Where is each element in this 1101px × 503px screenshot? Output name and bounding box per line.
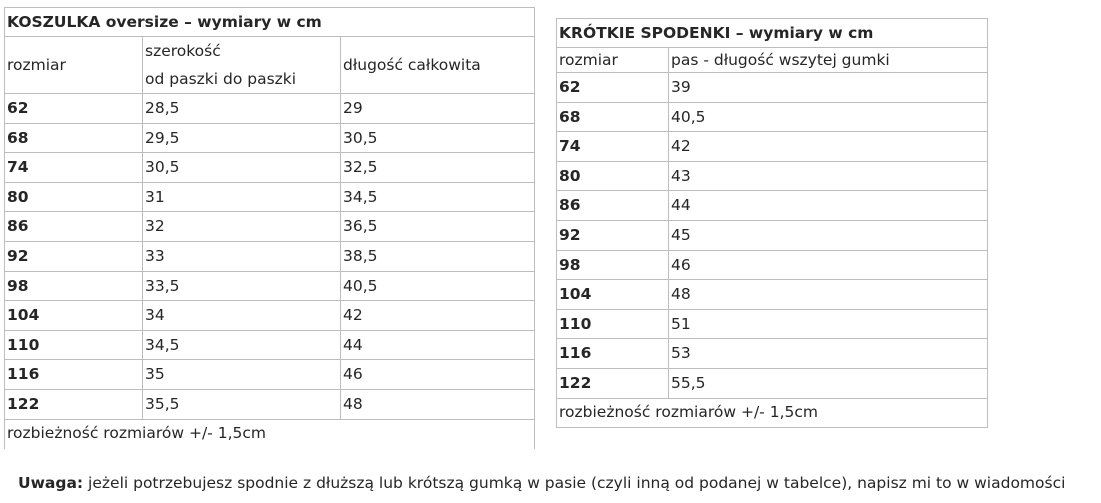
shirt-size-cell: 104 — [5, 301, 143, 331]
shorts-header-size: rozmiar — [557, 48, 669, 73]
shorts-tolerance-note: rozbieżność rozmiarów +/- 1,5cm — [557, 398, 988, 427]
shirt-value-cell: 34 — [143, 301, 341, 331]
shorts-note-row — [557, 398, 988, 427]
shorts-value-cell: 42 — [669, 132, 988, 162]
shirt-tolerance-note: rozbieżność rozmiarów +/- 1,5cm — [5, 419, 535, 448]
shirt-size-cell: 110 — [5, 330, 143, 360]
shorts-value-cell: 51 — [669, 309, 988, 339]
shorts-size-cell: 104 — [557, 280, 669, 310]
shirt-table-row — [5, 330, 535, 360]
shorts-size-cell: 80 — [557, 161, 669, 191]
shirt-table-row — [5, 389, 535, 419]
shirt-value-cell: 33 — [143, 241, 341, 271]
shorts-table-row — [557, 220, 988, 250]
shorts-size-cell: 122 — [557, 368, 669, 398]
shorts-size-table — [556, 18, 988, 428]
shorts-table-row — [557, 309, 988, 339]
shirt-size-cell: 98 — [5, 271, 143, 301]
shirt-table-title: KOSZULKA oversize – wymiary w cm — [5, 8, 535, 37]
shorts-table-row — [557, 339, 988, 369]
shirt-value-cell: 30,5 — [341, 123, 535, 153]
shirt-value-cell: 48 — [341, 389, 535, 419]
footer-note-label: Uwaga: — [18, 474, 84, 492]
shirt-size-cell: 92 — [5, 241, 143, 271]
shorts-table-row — [557, 161, 988, 191]
footer-note-text: jeżeli potrzebujesz spodnie z dłuższą lub krótszą gumką w pasie (czyli inną od podanej w tabelce), napisz mi to w wiadomości — [83, 474, 1066, 492]
shirt-note-row — [5, 419, 535, 448]
shorts-value-cell: 53 — [669, 339, 988, 369]
shorts-size-cell: 62 — [557, 73, 669, 103]
shirt-value-cell: 42 — [341, 301, 535, 331]
shorts-value-cell: 43 — [669, 161, 988, 191]
shirt-value-cell: 32 — [143, 212, 341, 242]
shorts-value-cell: 55,5 — [669, 368, 988, 398]
shorts-size-cell: 74 — [557, 132, 669, 162]
shorts-table-row — [557, 191, 988, 221]
shorts-value-cell: 39 — [669, 73, 988, 103]
shirt-table-row — [5, 301, 535, 331]
shorts-value-cell: 45 — [669, 220, 988, 250]
shorts-size-cell: 92 — [557, 220, 669, 250]
shorts-size-cell: 110 — [557, 309, 669, 339]
shirt-value-cell: 36,5 — [341, 212, 535, 242]
footer-note — [18, 474, 1065, 492]
shirt-value-cell: 34,5 — [341, 182, 535, 212]
shirt-size-cell: 80 — [5, 182, 143, 212]
shirt-size-cell: 68 — [5, 123, 143, 153]
shorts-table-row — [557, 250, 988, 280]
shorts-size-cell: 86 — [557, 191, 669, 221]
shorts-table-row — [557, 102, 988, 132]
shirt-value-cell: 40,5 — [341, 271, 535, 301]
shirt-value-cell: 33,5 — [143, 271, 341, 301]
shorts-value-cell: 44 — [669, 191, 988, 221]
shirt-size-cell: 122 — [5, 389, 143, 419]
shorts-size-cell: 68 — [557, 102, 669, 132]
shorts-header-waist: pas - długość wszytej gumki — [669, 48, 988, 73]
shirt-value-cell: 29,5 — [143, 123, 341, 153]
shirt-header-width: szerokość od paszki do paszki — [143, 37, 341, 94]
shorts-size-cell: 98 — [557, 250, 669, 280]
shirt-value-cell: 35,5 — [143, 389, 341, 419]
shorts-value-cell: 40,5 — [669, 102, 988, 132]
shirt-table-row — [5, 360, 535, 390]
shirt-value-cell: 38,5 — [341, 241, 535, 271]
shirt-value-cell: 29 — [341, 94, 535, 124]
shirt-size-cell: 116 — [5, 360, 143, 390]
shirt-size-cell: 62 — [5, 94, 143, 124]
shorts-table-row — [557, 368, 988, 398]
shirt-value-cell: 30,5 — [143, 153, 341, 183]
shirt-value-cell: 46 — [341, 360, 535, 390]
shorts-table-title: KRÓTKIE SPODENKI – wymiary w cm — [557, 19, 988, 48]
shirt-table-row — [5, 271, 535, 301]
shirt-size-cell: 86 — [5, 212, 143, 242]
shirt-table-row — [5, 212, 535, 242]
shirt-table-row — [5, 94, 535, 124]
shorts-size-cell: 116 — [557, 339, 669, 369]
shirt-table-row — [5, 241, 535, 271]
shorts-table-row — [557, 73, 988, 103]
shorts-value-cell: 46 — [669, 250, 988, 280]
shirt-size-cell: 74 — [5, 153, 143, 183]
shirt-table-row — [5, 153, 535, 183]
shirt-header-size: rozmiar — [5, 37, 143, 94]
shirt-size-table — [4, 7, 535, 449]
shorts-value-cell: 48 — [669, 280, 988, 310]
shorts-table-row — [557, 132, 988, 162]
shirt-table-row — [5, 123, 535, 153]
shirt-header-length: długość całkowita — [341, 37, 535, 94]
shirt-value-cell: 31 — [143, 182, 341, 212]
shirt-value-cell: 44 — [341, 330, 535, 360]
shirt-value-cell: 32,5 — [341, 153, 535, 183]
shorts-table-row — [557, 280, 988, 310]
shirt-table-row — [5, 182, 535, 212]
shirt-value-cell: 28,5 — [143, 94, 341, 124]
shirt-value-cell: 35 — [143, 360, 341, 390]
shirt-value-cell: 34,5 — [143, 330, 341, 360]
